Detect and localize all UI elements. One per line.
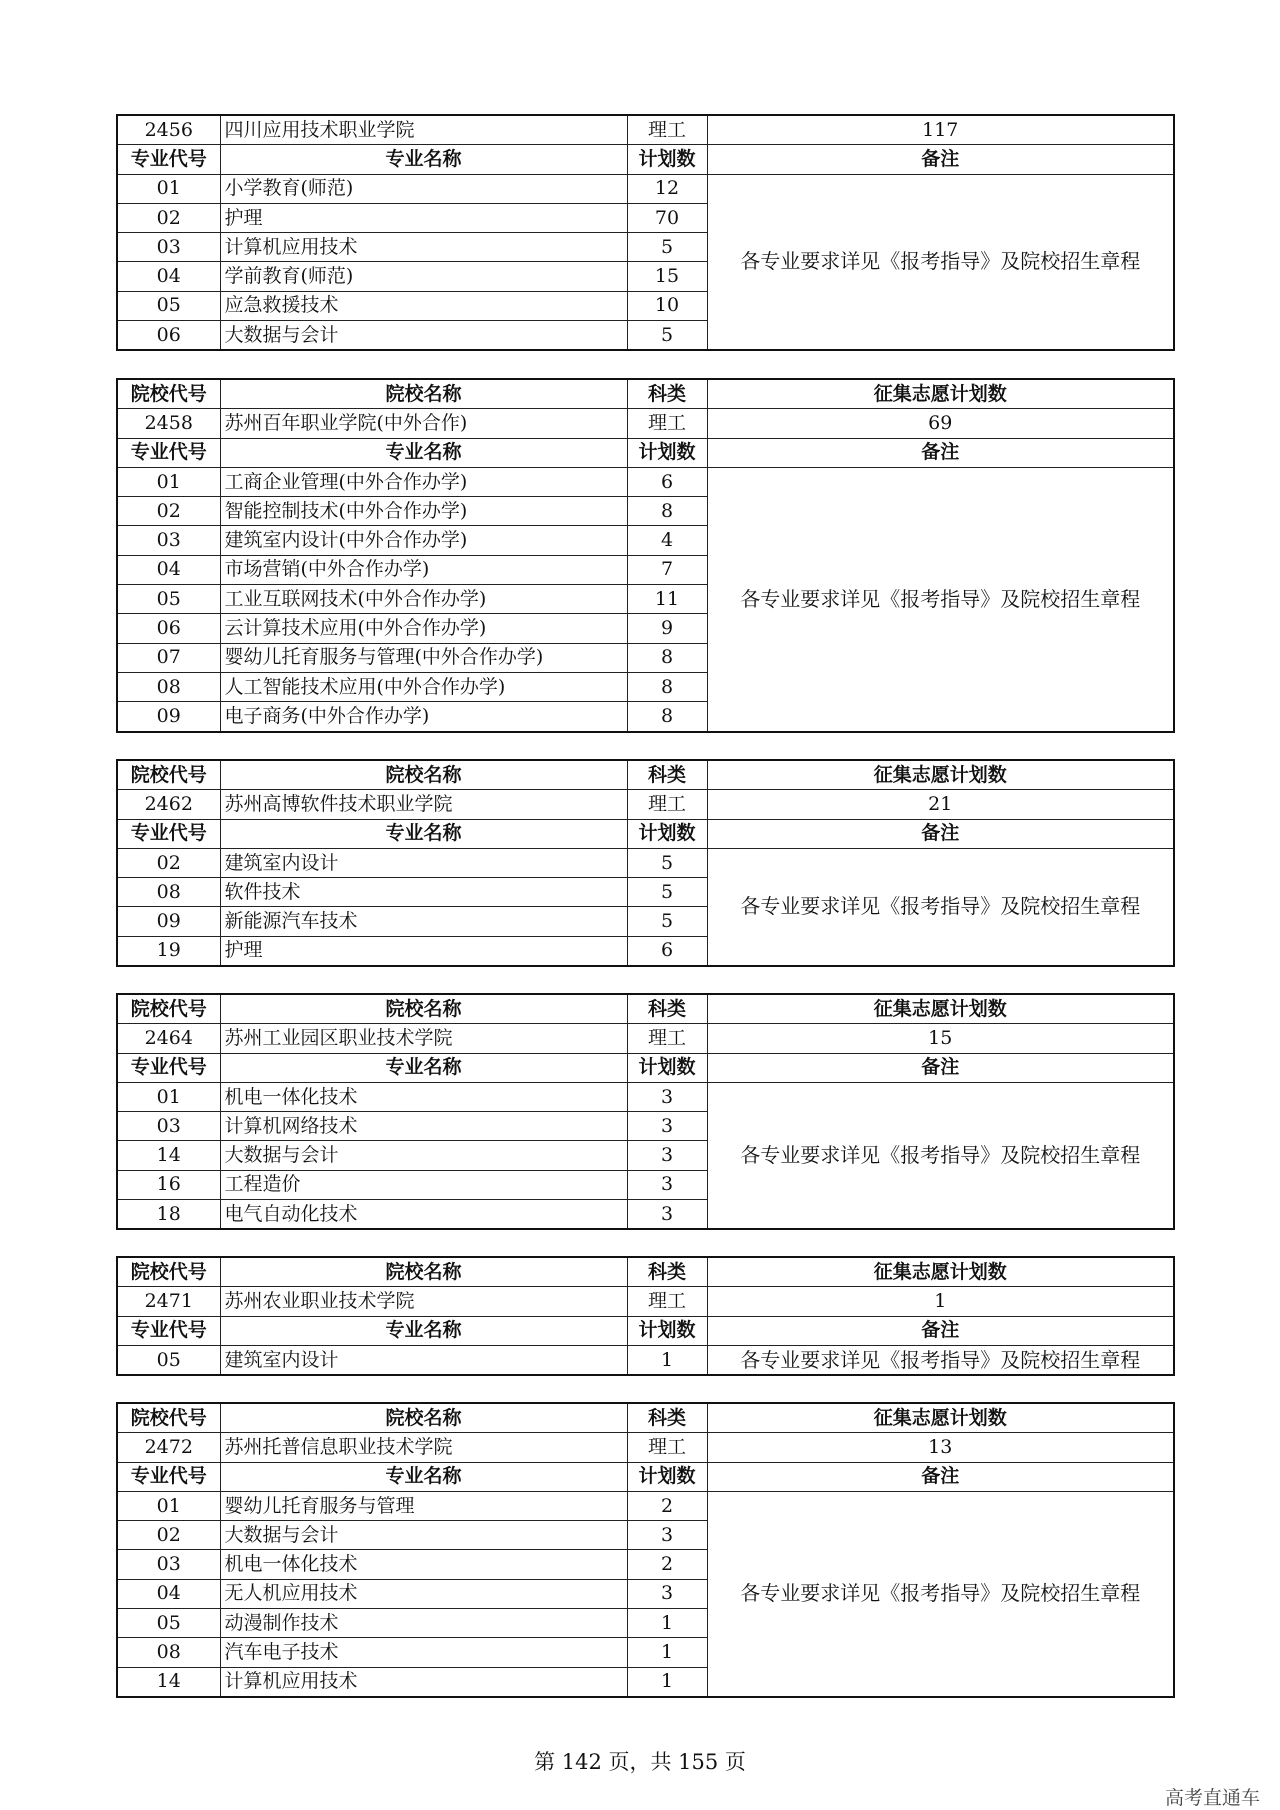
page-footer: 第 142 页，共 155 页 (534, 1750, 746, 1774)
major-plan-count: 2 (627, 1491, 707, 1520)
category-header: 科类 (627, 1257, 707, 1287)
school-name-header: 院校名称 (220, 1403, 627, 1433)
major-name: 护理 (220, 203, 627, 232)
major-plan-count: 2 (627, 1550, 707, 1579)
major-plan-count: 3 (627, 1112, 707, 1141)
major-plan-count: 4 (627, 526, 707, 555)
major-note: 各专业要求详见《报考指导》及院校招生章程 (707, 174, 1174, 350)
major-plan-count: 5 (627, 907, 707, 936)
major-code-header: 专业代号 (117, 819, 220, 848)
school-code: 2458 (117, 409, 220, 438)
major-code: 02 (117, 848, 220, 877)
major-plan-count: 5 (627, 321, 707, 351)
major-plan-count: 3 (627, 1521, 707, 1550)
major-code: 01 (117, 467, 220, 496)
plan-count-header: 征集志愿计划数 (707, 379, 1174, 409)
major-name: 大数据与会计 (220, 321, 627, 351)
school-category: 理工 (627, 1433, 707, 1462)
school-block-2464 (116, 993, 1175, 1230)
school-code-header: 院校代号 (117, 1257, 220, 1287)
major-plan-count: 3 (627, 1579, 707, 1608)
school-name-header: 院校名称 (220, 1257, 627, 1287)
school-header-row (117, 1403, 1174, 1433)
major-code: 02 (117, 1521, 220, 1550)
school-plan-count: 13 (707, 1433, 1174, 1462)
major-name: 计算机应用技术 (220, 233, 627, 262)
major-code: 03 (117, 1550, 220, 1579)
school-category: 理工 (627, 1024, 707, 1053)
watermark-text: 高考直通车 (1164, 1787, 1260, 1809)
major-name: 建筑室内设计 (220, 848, 627, 877)
major-plan-count: 6 (627, 467, 707, 496)
school-block-2472 (116, 1402, 1175, 1698)
major-plan-count: 3 (627, 1082, 707, 1111)
school-info-row (117, 409, 1174, 438)
major-name-header: 专业名称 (220, 145, 627, 174)
major-name: 电气自动化技术 (220, 1200, 627, 1230)
school-name: 苏州高博软件技术职业学院 (220, 790, 627, 819)
major-plan-count: 15 (627, 262, 707, 291)
school-plan-count: 1 (707, 1287, 1174, 1316)
major-header-row (117, 438, 1174, 467)
major-code: 05 (117, 291, 220, 320)
major-name: 工商企业管理(中外合作办学) (220, 467, 627, 496)
major-code: 06 (117, 614, 220, 643)
major-name: 计算机应用技术 (220, 1667, 627, 1697)
category-header: 科类 (627, 760, 707, 790)
major-note: 各专业要求详见《报考指导》及院校招生章程 (707, 1491, 1174, 1697)
school-header-row (117, 379, 1174, 409)
major-name: 建筑室内设计 (220, 1345, 627, 1375)
major-plan-count: 9 (627, 614, 707, 643)
major-name: 学前教育(师范) (220, 262, 627, 291)
major-plan-count: 1 (627, 1638, 707, 1667)
school-name: 苏州工业园区职业技术学院 (220, 1024, 627, 1053)
major-name: 机电一体化技术 (220, 1550, 627, 1579)
major-name: 云计算技术应用(中外合作办学) (220, 614, 627, 643)
major-name: 动漫制作技术 (220, 1609, 627, 1638)
school-header-row (117, 760, 1174, 790)
major-code-header: 专业代号 (117, 1462, 220, 1491)
major-name: 人工智能技术应用(中外合作办学) (220, 672, 627, 701)
major-note: 各专业要求详见《报考指导》及院校招生章程 (707, 1082, 1174, 1229)
major-note: 各专业要求详见《报考指导》及院校招生章程 (707, 848, 1174, 966)
major-code: 14 (117, 1141, 220, 1170)
major-plan-count: 70 (627, 203, 707, 232)
major-plan-count: 8 (627, 672, 707, 701)
major-code: 01 (117, 1491, 220, 1520)
major-plan-count: 5 (627, 878, 707, 907)
major-name-header: 专业名称 (220, 819, 627, 848)
major-code: 03 (117, 526, 220, 555)
category-header: 科类 (627, 1403, 707, 1433)
school-category: 理工 (627, 790, 707, 819)
major-name: 小学教育(师范) (220, 174, 627, 203)
major-plan-header: 计划数 (627, 145, 707, 174)
school-name-header: 院校名称 (220, 994, 627, 1024)
major-name: 智能控制技术(中外合作办学) (220, 497, 627, 526)
major-plan-count: 3 (627, 1141, 707, 1170)
note-header: 备注 (707, 1462, 1174, 1491)
major-code: 06 (117, 321, 220, 351)
major-plan-count: 6 (627, 936, 707, 966)
major-name-header: 专业名称 (220, 1462, 627, 1491)
school-code: 2462 (117, 790, 220, 819)
table-row (117, 174, 1174, 203)
major-plan-count: 7 (627, 555, 707, 584)
major-name: 电子商务(中外合作办学) (220, 702, 627, 732)
major-plan-count: 8 (627, 497, 707, 526)
school-code-header: 院校代号 (117, 379, 220, 409)
plan-count-header: 征集志愿计划数 (707, 1403, 1174, 1433)
school-info-row (117, 115, 1174, 145)
major-header-row (117, 1316, 1174, 1345)
school-code: 2464 (117, 1024, 220, 1053)
major-plan-header: 计划数 (627, 1316, 707, 1345)
plan-count-header: 征集志愿计划数 (707, 1257, 1174, 1287)
major-code-header: 专业代号 (117, 1053, 220, 1082)
major-note: 各专业要求详见《报考指导》及院校招生章程 (707, 467, 1174, 731)
school-code-header: 院校代号 (117, 760, 220, 790)
table-row (117, 1082, 1174, 1111)
school-plan-count: 15 (707, 1024, 1174, 1053)
major-code: 19 (117, 936, 220, 966)
school-block-2471 (116, 1256, 1175, 1376)
major-name: 婴幼儿托育服务与管理 (220, 1491, 627, 1520)
major-name: 汽车电子技术 (220, 1638, 627, 1667)
major-name: 大数据与会计 (220, 1521, 627, 1550)
school-block-2456 (116, 114, 1175, 351)
major-name: 计算机网络技术 (220, 1112, 627, 1141)
major-code: 18 (117, 1200, 220, 1230)
major-plan-count: 10 (627, 291, 707, 320)
plan-count-header: 征集志愿计划数 (707, 994, 1174, 1024)
major-header-row (117, 819, 1174, 848)
table-row (117, 1345, 1174, 1375)
school-header-row (117, 1257, 1174, 1287)
school-category: 理工 (627, 1287, 707, 1316)
major-header-row (117, 145, 1174, 174)
major-code-header: 专业代号 (117, 1316, 220, 1345)
major-code: 09 (117, 907, 220, 936)
major-plan-count: 3 (627, 1200, 707, 1230)
major-code: 08 (117, 878, 220, 907)
major-code: 05 (117, 1609, 220, 1638)
school-name: 苏州托普信息职业技术学院 (220, 1433, 627, 1462)
school-name: 苏州百年职业学院(中外合作) (220, 409, 627, 438)
major-name: 市场营销(中外合作办学) (220, 555, 627, 584)
school-code-header: 院校代号 (117, 994, 220, 1024)
major-plan-count: 3 (627, 1170, 707, 1199)
school-category: 理工 (627, 409, 707, 438)
major-code: 05 (117, 585, 220, 614)
major-code: 09 (117, 702, 220, 732)
note-header: 备注 (707, 1316, 1174, 1345)
table-row (117, 848, 1174, 877)
major-name-header: 专业名称 (220, 438, 627, 467)
major-code: 04 (117, 262, 220, 291)
school-code: 2472 (117, 1433, 220, 1462)
major-code: 03 (117, 1112, 220, 1141)
major-code: 14 (117, 1667, 220, 1697)
major-plan-count: 5 (627, 848, 707, 877)
major-plan-header: 计划数 (627, 819, 707, 848)
school-info-row (117, 790, 1174, 819)
school-info-row (117, 1024, 1174, 1053)
note-header: 备注 (707, 438, 1174, 467)
note-header: 备注 (707, 1053, 1174, 1082)
major-plan-count: 5 (627, 233, 707, 262)
major-name: 工业互联网技术(中外合作办学) (220, 585, 627, 614)
school-code: 2471 (117, 1287, 220, 1316)
major-code: 04 (117, 555, 220, 584)
school-block-2458 (116, 378, 1175, 733)
school-name-header: 院校名称 (220, 379, 627, 409)
table-row (117, 1491, 1174, 1520)
major-name: 软件技术 (220, 878, 627, 907)
major-plan-header: 计划数 (627, 1053, 707, 1082)
category-header: 科类 (627, 994, 707, 1024)
major-name: 护理 (220, 936, 627, 966)
major-plan-count: 1 (627, 1609, 707, 1638)
school-plan-count: 69 (707, 409, 1174, 438)
note-header: 备注 (707, 819, 1174, 848)
major-name-header: 专业名称 (220, 1316, 627, 1345)
major-code-header: 专业代号 (117, 145, 220, 174)
major-code: 08 (117, 672, 220, 701)
major-name: 无人机应用技术 (220, 1579, 627, 1608)
school-plan-count: 117 (707, 115, 1174, 145)
category-header: 科类 (627, 379, 707, 409)
major-header-row (117, 1462, 1174, 1491)
major-plan-count: 12 (627, 174, 707, 203)
major-code-header: 专业代号 (117, 438, 220, 467)
school-name: 苏州农业职业技术学院 (220, 1287, 627, 1316)
major-code: 07 (117, 643, 220, 672)
major-header-row (117, 1053, 1174, 1082)
major-plan-count: 1 (627, 1345, 707, 1375)
major-name: 建筑室内设计(中外合作办学) (220, 526, 627, 555)
school-code-header: 院校代号 (117, 1403, 220, 1433)
school-info-row (117, 1287, 1174, 1316)
major-code: 05 (117, 1345, 220, 1375)
major-name-header: 专业名称 (220, 1053, 627, 1082)
major-plan-count: 1 (627, 1667, 707, 1697)
school-category: 理工 (627, 115, 707, 145)
school-header-row (117, 994, 1174, 1024)
major-note: 各专业要求详见《报考指导》及院校招生章程 (707, 1345, 1174, 1375)
major-code: 01 (117, 174, 220, 203)
major-code: 04 (117, 1579, 220, 1608)
major-name: 工程造价 (220, 1170, 627, 1199)
major-name: 应急救援技术 (220, 291, 627, 320)
major-plan-header: 计划数 (627, 438, 707, 467)
school-block-2462 (116, 759, 1175, 967)
major-code: 02 (117, 203, 220, 232)
major-name: 大数据与会计 (220, 1141, 627, 1170)
major-name: 新能源汽车技术 (220, 907, 627, 936)
plan-count-header: 征集志愿计划数 (707, 760, 1174, 790)
school-info-row (117, 1433, 1174, 1462)
major-code: 01 (117, 1082, 220, 1111)
major-code: 02 (117, 497, 220, 526)
major-plan-count: 8 (627, 643, 707, 672)
major-plan-count: 8 (627, 702, 707, 732)
major-code: 03 (117, 233, 220, 262)
major-code: 16 (117, 1170, 220, 1199)
school-name: 四川应用技术职业学院 (220, 115, 627, 145)
school-name-header: 院校名称 (220, 760, 627, 790)
major-name: 婴幼儿托育服务与管理(中外合作办学) (220, 643, 627, 672)
note-header: 备注 (707, 145, 1174, 174)
major-code: 08 (117, 1638, 220, 1667)
school-plan-count: 21 (707, 790, 1174, 819)
major-name: 机电一体化技术 (220, 1082, 627, 1111)
school-code: 2456 (117, 115, 220, 145)
major-plan-count: 11 (627, 585, 707, 614)
table-row (117, 467, 1174, 496)
major-plan-header: 计划数 (627, 1462, 707, 1491)
